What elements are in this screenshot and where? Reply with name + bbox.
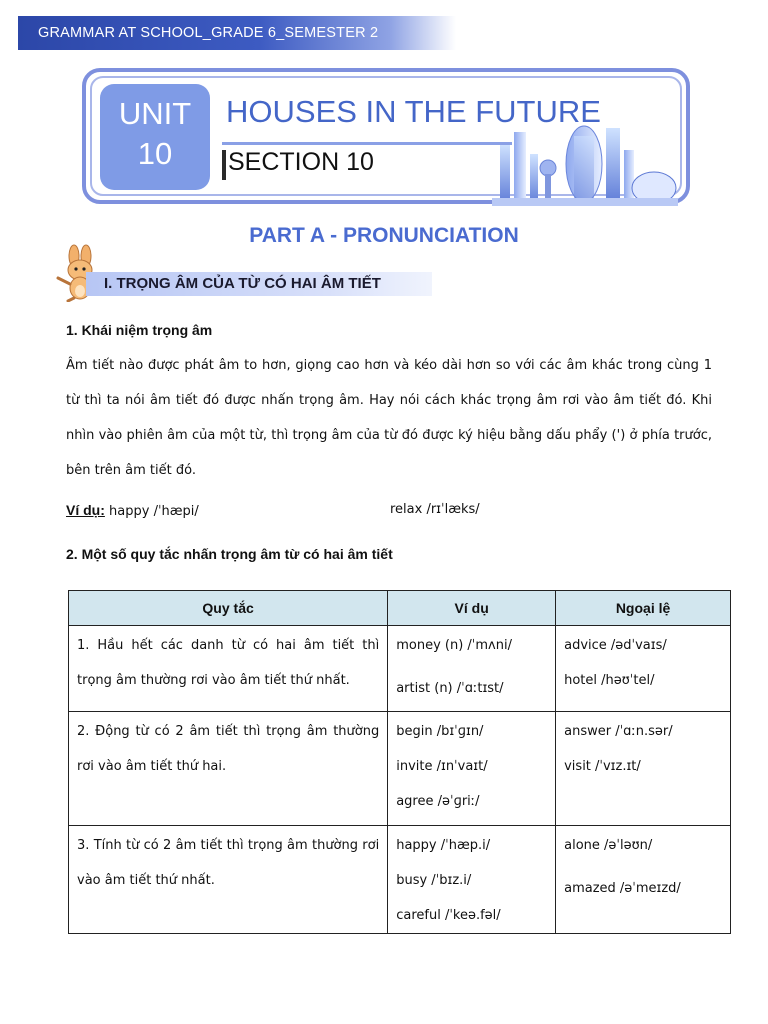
- exception-word: answer /ˈɑːn.sər/: [564, 724, 673, 739]
- concept-heading: 1. Khái niệm trọng âm: [66, 322, 213, 338]
- example-word: happy /ˈhæp.i/: [396, 838, 491, 853]
- examples-cell: [388, 712, 556, 826]
- rule-text: 2. Động từ có 2 âm tiết thì trọng âm thường rơi vào âm tiết thứ hai.: [77, 724, 380, 774]
- examples-cell: [388, 826, 556, 934]
- example-word: agree /əˈɡriː/: [396, 794, 480, 809]
- example-item-2: relax /rɪˈlæks/: [390, 502, 480, 517]
- unit-word: UNIT: [118, 96, 192, 131]
- exception-word: visit /ˈvɪz.ɪt/: [564, 759, 641, 774]
- course-header-bar: [18, 16, 456, 50]
- examples-cell: [388, 626, 556, 712]
- unit-number: 10: [137, 136, 173, 171]
- table-row: [69, 626, 731, 712]
- future-city-illustration: [492, 124, 678, 206]
- example-word: busy /ˈbɪz.i/: [396, 873, 472, 888]
- exceptions-cell: [556, 626, 731, 712]
- exception-word: amazed /əˈmeɪzd/: [564, 881, 681, 896]
- unit-banner: [82, 68, 690, 204]
- example-word: invite /ɪnˈvaɪt/: [396, 759, 488, 774]
- unit-badge: [100, 84, 210, 190]
- example-word: artist (n) /ˈɑːtɪst/: [396, 681, 504, 696]
- header-rule: Quy tắc: [69, 591, 388, 626]
- example-word: begin /bɪˈɡɪn/: [396, 724, 484, 739]
- example-item-1: happy /ˈhæpi/: [109, 504, 199, 519]
- stress-rules-table: [68, 590, 731, 934]
- section-heading-text: I. TRỌNG ÂM CỦA TỪ CÓ HAI ÂM TIẾT: [104, 275, 381, 292]
- rule-cell: [69, 712, 388, 826]
- exception-word: alone /əˈləʊn/: [564, 838, 653, 853]
- exceptions-cell: [556, 826, 731, 934]
- exception-word: advice /ədˈvaɪs/: [564, 638, 667, 653]
- course-label: GRAMMAR AT SCHOOL_GRADE 6_SEMESTER 2: [38, 25, 379, 41]
- table-row: [69, 826, 731, 934]
- example-word: careful /ˈkeə.fəl/: [396, 908, 501, 923]
- example-word: money (n) /ˈmʌni/: [396, 638, 512, 653]
- rules-heading: 2. Một số quy tắc nhấn trọng âm từ có hai âm tiết: [66, 546, 393, 562]
- header-exception: Ngoại lệ: [556, 591, 731, 626]
- table-row: [69, 712, 731, 826]
- example-line: [66, 502, 199, 519]
- exception-word: hotel /həʊˈtel/: [564, 673, 655, 688]
- example-label: Ví dụ:: [66, 502, 105, 518]
- table-header-row: [69, 591, 731, 626]
- rule-cell: [69, 626, 388, 712]
- section-title: SECTION 10: [228, 148, 374, 176]
- rule-text: 3. Tính từ có 2 âm tiết thì trọng âm thường rơi vào âm tiết thứ nhất.: [77, 838, 380, 888]
- section-marker: [222, 150, 226, 180]
- exceptions-cell: [556, 712, 731, 826]
- rule-text: 1. Hầu hết các danh từ có hai âm tiết thì trọng âm thường rơi vào âm tiết thứ nhất.: [77, 638, 380, 688]
- header-example: Ví dụ: [388, 591, 556, 626]
- part-title: PART A - PRONUNCIATION: [249, 224, 519, 247]
- title-divider: [222, 142, 512, 145]
- rule-cell: [69, 826, 388, 934]
- section-heading: [86, 272, 432, 296]
- unit-title: HOUSES IN THE FUTURE: [226, 94, 601, 129]
- concept-paragraph: Âm tiết nào được phát âm to hơn, giọng cao hơn và kéo dài hơn so với các âm khác trong cùng 1 từ thì ta nói âm tiết đó được nhấn trọng âm. Hay nói cách khác trọng âm rơi vào âm tiết đó. Khi nhìn vào phiên âm của một từ, thì trọng âm của từ đó được ký hiệu bằng dấu phẩy (') ở phía trước, bên trên âm tiết đó.: [66, 358, 712, 478]
